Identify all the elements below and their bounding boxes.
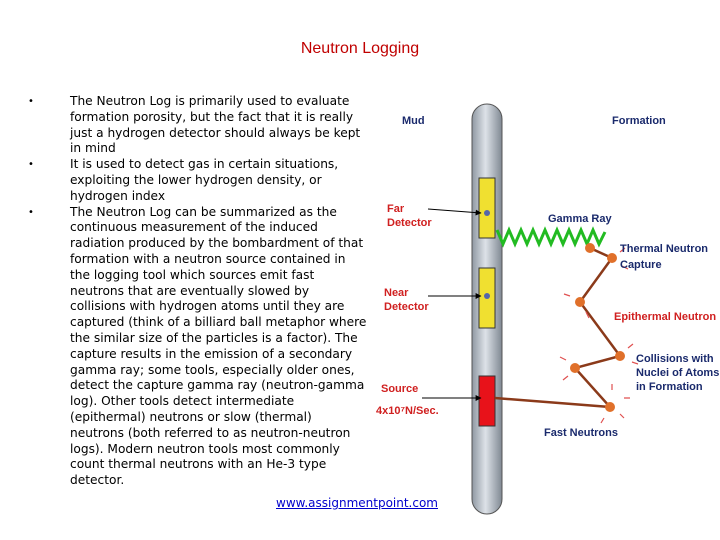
collisions-label: in Formation [636,381,703,393]
bullet-glyph: • [28,206,34,218]
collisions-label: Collisions with [636,353,714,365]
gamma-ray-zigzag [497,230,605,244]
bullet-glyph: • [28,96,34,107]
bullet-text: The Neutron Log can be summarized as the continuous measurement of the induced radiation produced by the bombardment of that formation with a neutron source contained in the logging tool which sources emit fast neutrons that are eventually slowed by collisions with hydrogen atoms until they are captured (think of a billiard ball metaphor where the similar size of the particles is a factor). The capture results in the emission of a secondary gamma ray; some tools, especially older ones, detect the capture gamma ray (neutron-gamma log). Other tools detect intermediate (epithermal) neutrons or slow (thermal) neutrons (both referred to as neutron-neutron logs). Modern neutron tools most commonly count thermal neutrons with an He-3 type detector. [70,204,367,488]
source-rate-label: 4x10⁷N/Sec. [376,405,439,417]
near-detector-label: Detector [384,301,429,313]
fast-neutrons-label: Fast Neutrons [544,427,618,439]
mud-label: Mud [402,115,425,127]
near-detector-dot [484,293,490,299]
bullet-text: The Neutron Log is primarily used to evaluate formation porosity, but the fact that it is really just a hydrogen detector should always be kept in mind [70,94,361,156]
neutron-source [479,376,495,426]
far-detector-dot [484,210,490,216]
far-detector-label: Detector [387,217,432,229]
near-detector-label: Near [384,287,409,299]
thermal-capture-label: Thermal Neutron [620,243,709,255]
neutron-path [495,248,620,407]
far-detector-label: Far [387,203,405,215]
collisions-label: Nuclei of Atoms [636,367,720,379]
gamma-ray-label: Gamma Ray [548,213,612,225]
formation-label: Formation [612,115,666,127]
source-url-link[interactable]: www.assignmentpoint.com [276,496,438,510]
source-label: Source [381,383,419,395]
thermal-capture-label: Capture [620,259,662,271]
bullet-text: It is used to detect gas in certain situations, exploiting the lower hydrogen density, or hydrogen index [70,157,339,203]
page-title: Neutron Logging [300,40,420,57]
epithermal-label: Epithermal Neutron [614,311,717,323]
far-detector [479,178,495,238]
bullet-glyph: • [28,159,34,171]
